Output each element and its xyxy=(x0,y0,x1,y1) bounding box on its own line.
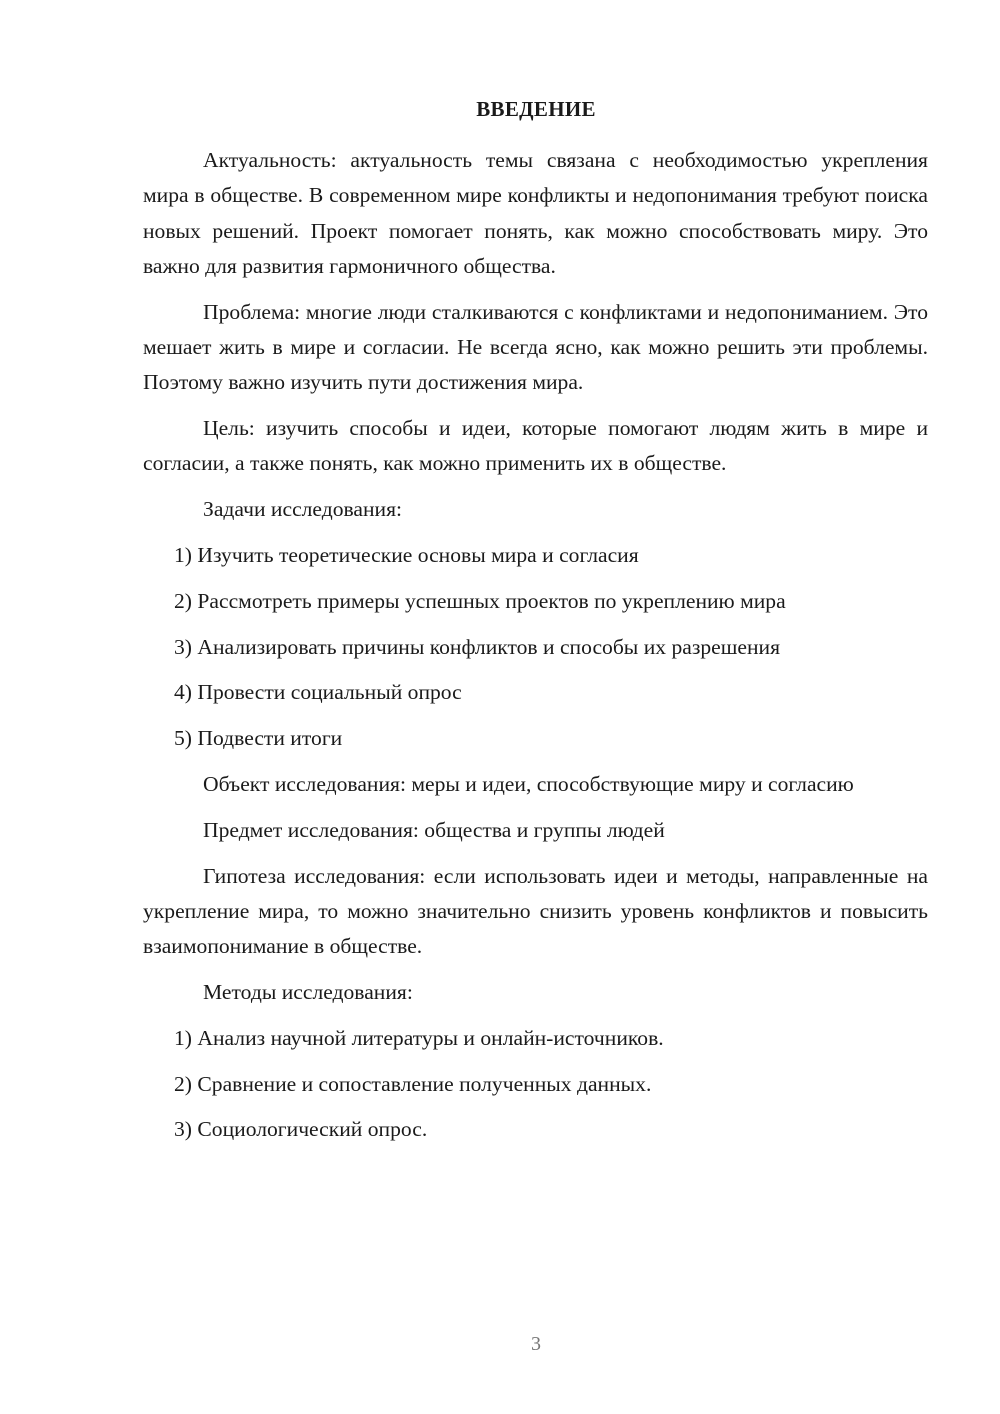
page-title: ВВЕДЕНИЕ xyxy=(476,97,596,121)
document-body xyxy=(143,143,928,1158)
task-item: 5) Подвести итоги xyxy=(174,726,343,751)
tasks-heading: Задачи исследования: xyxy=(203,497,403,522)
paragraph-problem: Проблема: многие люди сталкиваются с конфликтами и недопониманием. Это мешает жить в мире и согласии. Не всегда ясно, как можно решить эти проблемы. Поэтому важно изучить пути достижения мира. xyxy=(143,299,928,395)
paragraph-hypothesis: Гипотеза исследования: если использовать идеи и методы, направленные на укрепление мира, то можно значительно снизить уровень конфликтов и повысить взаимопонимание в обществе. xyxy=(143,863,928,959)
paragraph-goal: Цель: изучить способы и идеи, которые помогают людям жить в мире и согласии, а также понять, как можно применить их в обществе. xyxy=(143,416,928,476)
task-item: 3) Анализировать причины конфликтов и способы их разрешения xyxy=(174,634,781,659)
paragraph-relevance: Актуальность: актуальность темы связана с необходимостью укрепления мира в обществе. В современном мире конфликты и недопонимания требуют поиска новых решений. Проект помогает понять, как можно способствовать миру. Это важно для развития гармоничного общества. xyxy=(143,148,928,278)
methods-heading: Методы исследования: xyxy=(203,979,413,1004)
page-number: 3 xyxy=(531,1333,541,1355)
task-item: 2) Рассмотреть примеры успешных проектов по укреплению мира xyxy=(174,588,786,613)
paragraph-subject: Предмет исследования: общества и группы людей xyxy=(203,817,665,842)
method-item: 2) Сравнение и сопоставление полученных данных. xyxy=(174,1071,652,1096)
method-item: 3) Социологический опрос. xyxy=(174,1117,428,1142)
method-item: 1) Анализ научной литературы и онлайн-источников. xyxy=(174,1025,664,1050)
task-item: 4) Провести социальный опрос xyxy=(174,680,462,705)
task-item: 1) Изучить теоретические основы мира и согласия xyxy=(174,542,639,567)
paragraph-object: Объект исследования: меры и идеи, способствующие миру и согласию xyxy=(203,771,854,796)
